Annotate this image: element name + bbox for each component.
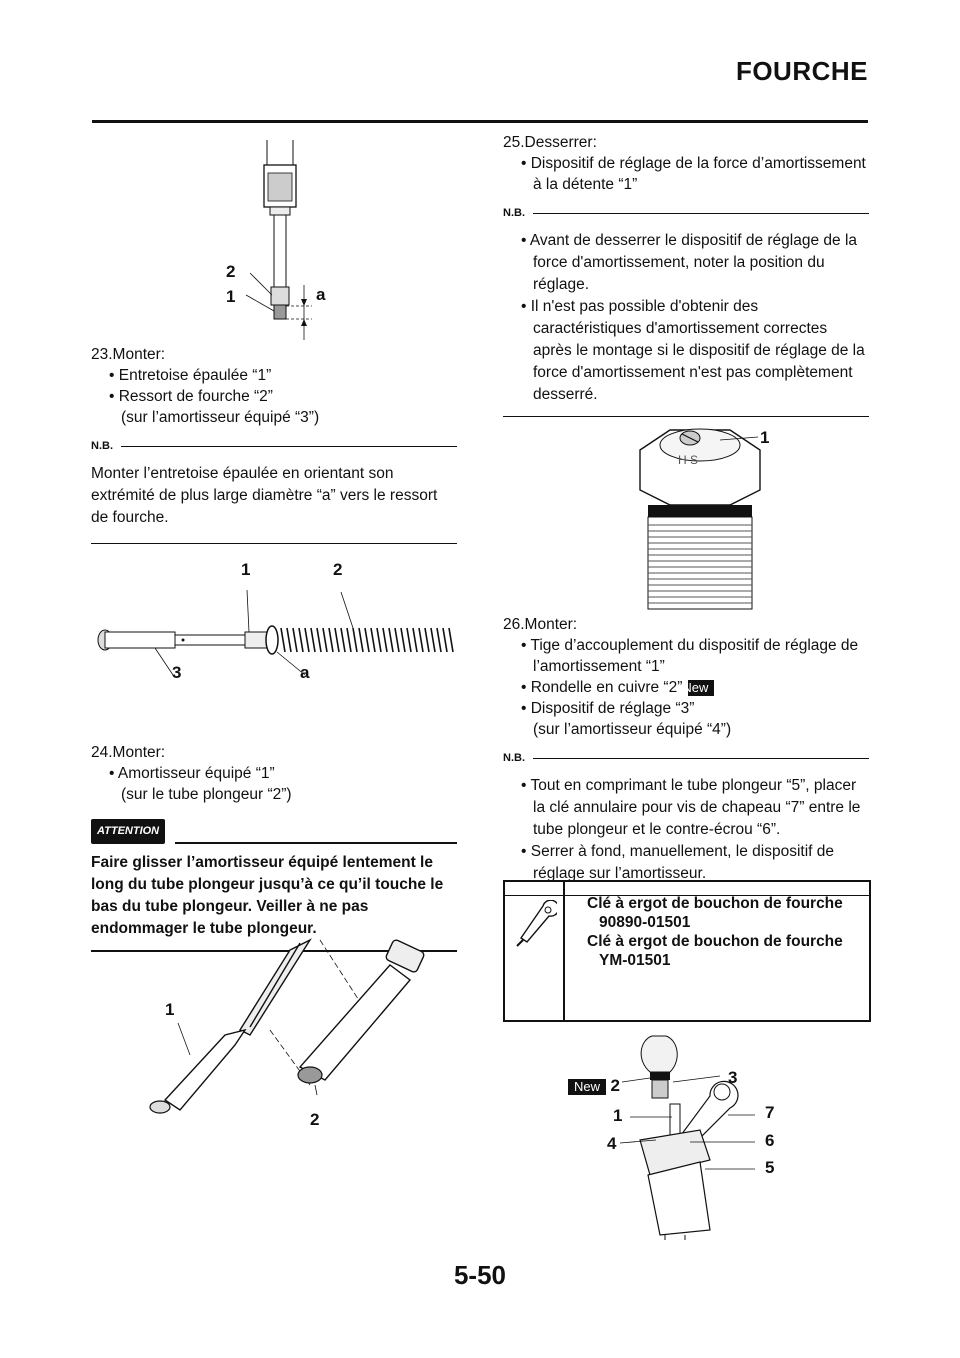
fig2-label-2: 2 [333,560,343,579]
figure-damper-inner-tube [140,935,440,1125]
note-label: N.B. [503,203,869,224]
cap-marking: H S [678,453,699,467]
tool-name-1: Clé à ergot de bouchon de fourche [587,895,843,912]
step-23-title: 23.Monter: [91,346,166,363]
step-24-item-1-detail: (sur le tube plongeur “2”) [121,786,292,803]
fig4-label-1: 1 [760,428,770,447]
tool-part-2: YM-01501 [599,952,671,969]
attention-header [91,819,457,844]
step-24-item-1: • Amortisseur équipé “1” [109,765,275,782]
attention-text: Faire glisser l’amortisseur équipé lentement le long du tube plongeur jusqu’à ce qu’il touche le bas du tube plongeur. Veiller à ne pas endommager le tube plongeur. [91,854,444,937]
fig3-label-1: 1 [165,1000,175,1019]
note-2-item-1: • Avant de desserrer le dispositif de réglage de la force d'amortissement, noter la position du réglage. [521,232,858,293]
new-badge: New [568,1079,606,1095]
page-title: FOURCHE [735,56,868,86]
note-label: N.B. [91,436,457,457]
step-23-item-2-detail: (sur l’amortisseur équipé “3”) [121,409,320,426]
fig1-label-1: 1 [226,287,236,306]
step-25-item-1: • Dispositif de réglage de la force d’amortissement à la détente “1” [521,155,866,193]
step-23-item-2: • Ressort de fourche “2” [109,388,273,405]
step-26-item-3: • Dispositif de réglage “3” [521,700,695,717]
fig5-label-1: 1 [613,1106,623,1125]
fig3-label-2: 2 [310,1110,320,1129]
tool-info [587,894,862,970]
fig1-label-a: a [316,285,326,304]
step-23 [91,344,457,544]
fig2-label-1: 1 [241,560,251,579]
note-2-item-2: • Il n'est pas possible d'obtenir des caractéristiques d'amortissement correctes après le montage si le dispositif de réglage de la force d'amortissement n'est pas complètement desserré. [521,298,865,403]
fig5-label-2: 2 [610,1076,620,1095]
fig5-label-6: 6 [765,1131,775,1150]
header-rule [92,120,868,123]
step-25-title: 25.Desserrer: [503,134,597,151]
step-26-item-2: • Rondelle en cuivre “2”New [503,677,869,698]
note-end-rule [91,543,457,544]
tool-name-2: Clé à ergot de bouchon de fourche [587,933,843,950]
page-number: 5-50 [453,1260,507,1290]
step-26 [503,614,869,896]
note-3-item-1: • Tout en comprimant le tube plongeur “5”, placer la clé annulaire pour vis de chapeau “7” entre le tube plongeur et le contre-écrou “6”. [521,777,861,838]
step-25 [503,132,869,417]
step-26-item-3-detail: (sur l’amortisseur équipé “4”) [533,721,732,738]
step-26-item-1: • Tige d’accouplement du dispositif de réglage de l’amortissement “1” [521,637,859,675]
note-3-item-2: • Serrer à fond, manuellement, le dispositif de réglage sur l’amortisseur. [521,843,835,882]
step-23-item-1: • Entretoise épaulée “1” [109,367,272,384]
fig1-label-2: 2 [226,262,236,281]
figure-damper-spring [95,580,465,690]
figure-spacer-rod [200,135,340,345]
special-tool-box [503,880,871,1022]
fig5-label-5: 5 [765,1158,775,1177]
step-26-title: 26.Monter: [503,616,578,633]
tool-part-1: 90890-01501 [599,914,691,931]
fig5-new-row [568,1076,620,1096]
attention-badge: ATTENTION [91,819,165,844]
fig5-label-7: 7 [765,1103,775,1122]
note-label: N.B. [503,748,869,769]
wrench-icon [513,900,557,950]
fig2-label-3: 3 [172,663,182,682]
figure-install-adjuster [560,1030,790,1240]
fig5-label-3: 3 [728,1068,738,1087]
fig5-label-4: 4 [607,1134,617,1153]
step-24 [91,742,457,952]
step-24-title: 24.Monter: [91,744,166,761]
new-badge: New [688,680,714,696]
note-text: Monter l’entretoise épaulée en orientant son extrémité de plus large diamètre “a” vers le ressort de fourche. [91,465,438,526]
fig2-label-a: a [300,663,310,682]
